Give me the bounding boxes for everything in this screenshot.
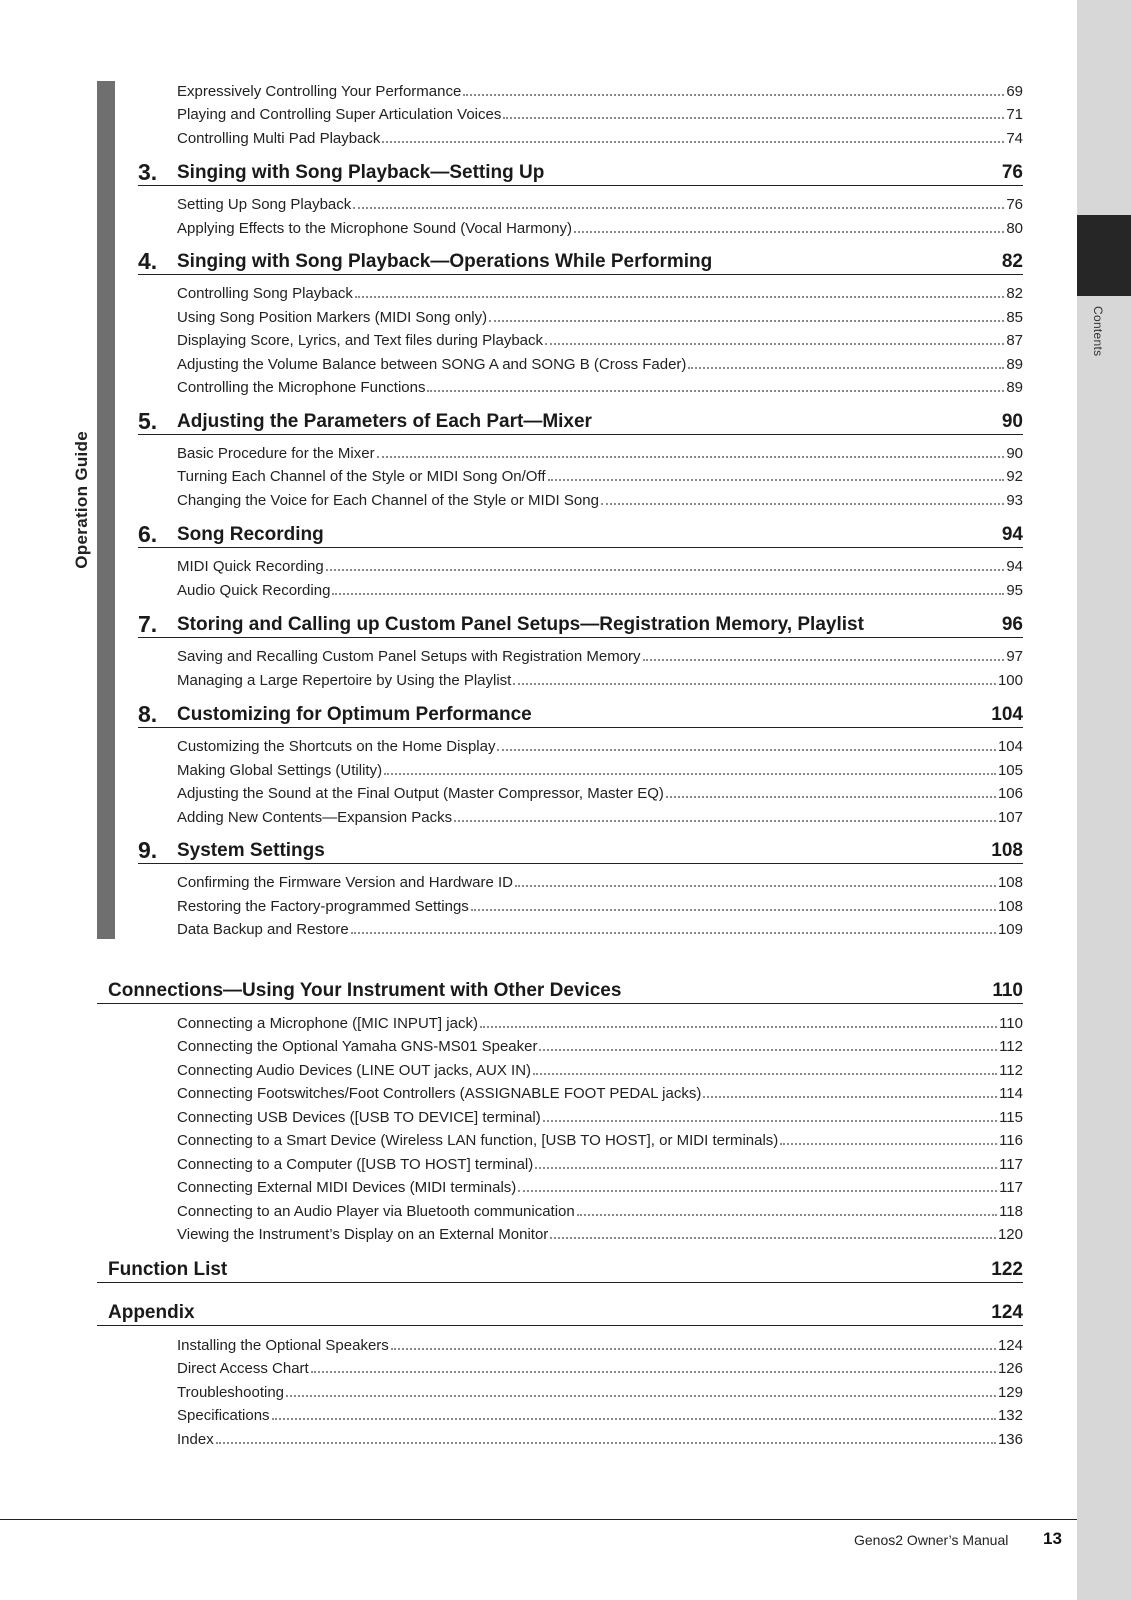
toc-entry[interactable]: Connecting External MIDI Devices (MIDI terminals) 117 [177, 1179, 1023, 1196]
contents-tab-marker [1077, 215, 1131, 296]
toc-entry[interactable]: Viewing the Instrument’s Display on an External Monitor 120 [177, 1226, 1023, 1243]
toc-entry[interactable]: MIDI Quick Recording 94 [177, 558, 1023, 575]
toc-entry[interactable]: Connecting to a Computer ([USB TO HOST] terminal) 117 [177, 1156, 1023, 1173]
toc-entry[interactable]: Playing and Controlling Super Articulation Voices 71 [177, 106, 1023, 123]
toc-entry[interactable]: Changing the Voice for Each Channel of the Style or MIDI Song 93 [177, 492, 1023, 509]
toc-entry[interactable]: Managing a Large Repertoire by Using the Playlist 100 [177, 672, 1023, 689]
section-heading-function-list[interactable]: Function List 122 [97, 1253, 1023, 1283]
toc-entry[interactable]: Connecting Audio Devices (LINE OUT jacks, AUX IN) 112 [177, 1062, 1023, 1079]
toc-entry[interactable]: Confirming the Firmware Version and Hardware ID 108 [177, 874, 1023, 891]
operation-guide-bar [97, 81, 115, 939]
toc-entry[interactable]: Connecting Footswitches/Foot Controllers (ASSIGNABLE FOOT PEDAL jacks) 114 [177, 1085, 1023, 1102]
toc-entry[interactable]: Index 136 [177, 1431, 1023, 1448]
toc-entry[interactable]: Connecting to a Smart Device (Wireless LAN function, [USB TO HOST], or MIDI terminals) 116 [177, 1132, 1023, 1149]
toc-entry[interactable]: Restoring the Factory-programmed Settings 108 [177, 898, 1023, 915]
section-heading-appendix[interactable]: Appendix 124 [97, 1296, 1023, 1326]
toc-entry[interactable]: Using Song Position Markers (MIDI Song only) 85 [177, 309, 1023, 326]
toc-entry[interactable]: Controlling Multi Pad Playback 74 [177, 130, 1023, 147]
footer-page-number: 13 [1043, 1529, 1062, 1548]
chapter-heading-5[interactable]: 5. Adjusting the Parameters of Each Part—Mixer 90 [138, 405, 1023, 435]
toc-entry[interactable]: Expressively Controlling Your Performance 69 [177, 83, 1023, 100]
toc-entry[interactable]: Connecting USB Devices ([USB TO DEVICE] terminal) 115 [177, 1109, 1023, 1126]
operation-guide-label: Operation Guide [72, 431, 91, 569]
toc-entry[interactable]: Adjusting the Sound at the Final Output (Master Compressor, Master EQ) 106 [177, 785, 1023, 802]
toc-entry[interactable]: Connecting the Optional Yamaha GNS-MS01 Speaker 112 [177, 1038, 1023, 1055]
chapter-heading-8[interactable]: 8. Customizing for Optimum Performance 104 [138, 698, 1023, 728]
chapter-heading-4[interactable]: 4. Singing with Song Playback—Operations While Performing 82 [138, 245, 1023, 275]
chapter-heading-3[interactable]: 3. Singing with Song Playback—Setting Up 76 [138, 156, 1023, 186]
toc-entry[interactable]: Adding New Contents—Expansion Packs 107 [177, 809, 1023, 826]
toc-entry[interactable]: Setting Up Song Playback 76 [177, 196, 1023, 213]
toc-entry[interactable]: Specifications 132 [177, 1407, 1023, 1424]
toc-entry[interactable]: Displaying Score, Lyrics, and Text files during Playback 87 [177, 332, 1023, 349]
footer-manual-name: Genos2 Owner’s Manual [854, 1532, 1009, 1548]
toc-entry[interactable]: Saving and Recalling Custom Panel Setups with Registration Memory 97 [177, 648, 1023, 665]
toc-entry[interactable]: Adjusting the Volume Balance between SONG A and SONG B (Cross Fader) 89 [177, 356, 1023, 373]
chapter-heading-9[interactable]: 9. System Settings 108 [138, 834, 1023, 864]
toc-entry[interactable]: Data Backup and Restore 109 [177, 921, 1023, 938]
toc-entry[interactable]: Controlling Song Playback 82 [177, 285, 1023, 302]
toc-entry[interactable]: Controlling the Microphone Functions 89 [177, 379, 1023, 396]
footer-rule [0, 1519, 1077, 1520]
toc-entry[interactable]: Applying Effects to the Microphone Sound (Vocal Harmony) 80 [177, 220, 1023, 237]
operation-guide-label-wrap [66, 350, 98, 650]
toc-entry[interactable]: Audio Quick Recording 95 [177, 582, 1023, 599]
toc-entry[interactable]: Making Global Settings (Utility) 105 [177, 762, 1023, 779]
toc-entry[interactable]: Connecting to an Audio Player via Bluetooth communication 118 [177, 1203, 1023, 1220]
section-heading-connections[interactable]: Connections—Using Your Instrument with Other Devices 110 [97, 974, 1023, 1004]
toc-entry[interactable]: Turning Each Channel of the Style or MIDI Song On/Off 92 [177, 468, 1023, 485]
contents-side-label: Contents [1091, 306, 1105, 357]
chapter-heading-7[interactable]: 7. Storing and Calling up Custom Panel Setups—Registration Memory, Playlist 96 [138, 608, 1023, 638]
toc-entry[interactable]: Connecting a Microphone ([MIC INPUT] jack) 110 [177, 1015, 1023, 1032]
toc-entry[interactable]: Customizing the Shortcuts on the Home Display 104 [177, 738, 1023, 755]
toc-entry[interactable]: Direct Access Chart 126 [177, 1360, 1023, 1377]
chapter-heading-6[interactable]: 6. Song Recording 94 [138, 518, 1023, 548]
toc-entry[interactable]: Troubleshooting 129 [177, 1384, 1023, 1401]
toc-entry[interactable]: Installing the Optional Speakers 124 [177, 1337, 1023, 1354]
toc-entry[interactable]: Basic Procedure for the Mixer 90 [177, 445, 1023, 462]
